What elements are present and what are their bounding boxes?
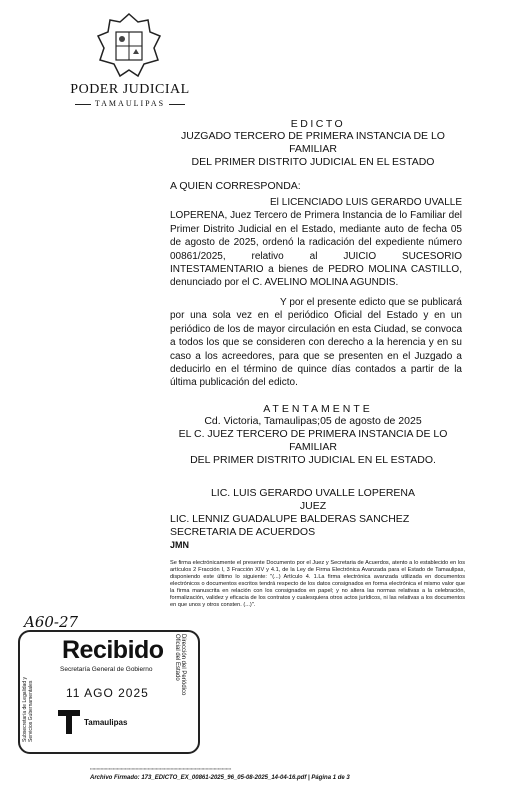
stamp-date: 11 AGO 2025	[66, 686, 149, 700]
closing: ATENTAMENTE	[263, 403, 373, 415]
court-heading	[168, 130, 458, 169]
footer-file: Archivo Firmado: 173_EDICTO_EX_00861-2025_96_05-08-2025_14-04-16.pdf | Página 1 de 3	[90, 775, 350, 781]
secretary-block	[170, 513, 409, 552]
tamaulipas-logo-icon	[56, 706, 82, 736]
addressee: A QUIEN CORRESPONDA:	[170, 180, 301, 192]
document-title: EDICTO	[290, 118, 346, 130]
stamp-side-left: Subsecretaría de Legalidad y Servicios Gubernamentales	[22, 676, 34, 742]
state-name	[60, 99, 200, 108]
institution-name: PODER JUDICIAL	[70, 82, 190, 97]
footer-signature-hash: ▪▪▪▪▪▪▪▪▪▪▪▪▪▪▪▪▪▪▪▪▪▪▪▪▪▪▪▪▪▪▪▪▪▪▪▪▪▪▪▪▪▪▪▪▪▪▪▪▪▪▪▪▪▪▪▪▪▪▪▪▪▪▪▪▪▪▪▪▪▪▪▪▪▪▪▪▪▪▪▪▪▪▪▪▪▪▪▪▪▪▪▪▪▪▪▪▪▪▪▪▪▪▪▪▪	[90, 767, 232, 771]
judge-title: JUEZ	[299, 500, 327, 512]
electronic-signature-note: Se firma electrónicamente el presente Documento por el Juez y Secretaria de Acuerdos, atento a lo establecido en los artículos 2 Fracción I, 3 Fracción XIV y 4.1, de la Ley de Firma Electrónica Avanzada para el Estado de Tamaulipas, disponiendo este último lo siguiente: "(...) Artículo 4. 1.La firma electrónica avanzada utilizada en documentos electrónicos o documentos escritos tendrá respecto de los datos consignados en forma electrónica el mismo valor que la firma manuscrita en relación con los consignados en papel; y no altera las normas relativas a la celebración, formalización, validez y eficacia de los contratos y cualesquiera otros actos jurídicos, ni las relativas a los documentos en que unos y otros consten. (...)".	[170, 560, 465, 608]
place-date: Cd. Victoria, Tamaulipas;05 de agosto de 2025	[204, 415, 422, 427]
judge-signature	[168, 487, 458, 513]
stamp-side-right: Dirección del Periódico Oficial del Estado	[174, 634, 186, 696]
judge-line-2: DEL PRIMER DISTRITO JUDICIAL EN EL ESTADO.	[190, 454, 436, 466]
judge-line-1: EL C. JUEZ TERCERO DE PRIMERA INSTANCIA DE LO FAMILIAR	[178, 428, 448, 453]
initials: JMN	[170, 540, 190, 550]
secretary-name: LIC. LENNIZ GUADALUPE BALDERAS SANCHEZ	[170, 513, 410, 525]
stamp-subtitle: Secretaría General de Gobierno	[60, 666, 153, 673]
court-line-1: JUZGADO TERCERO DE PRIMERA INSTANCIA DE LO FAMILIAR	[181, 130, 445, 155]
judge-name: LIC. LUIS GERARDO UVALLE LOPERENA	[210, 487, 416, 499]
state-name-text: TAMAULIPAS	[94, 99, 166, 108]
coat-of-arms-logo	[88, 12, 170, 80]
handwritten-note: A60-27	[24, 613, 79, 631]
stamp-title: Recibido	[62, 636, 164, 664]
signature-block	[168, 415, 458, 467]
secretary-title: SECRETARIA DE ACUERDOS	[170, 526, 316, 538]
court-line-2: DEL PRIMER DISTRITO JUDICIAL EN EL ESTADO	[191, 156, 435, 168]
paragraph-1: El LICENCIADO LUIS GERARDO UVALLE LOPERENA, Juez Tercero de Primera Instancia de lo Familiar del Primer Distrito Judicial en el Estado, mediante auto de fecha 05 de agosto de 2025, ordenó la radicación del expediente número 00861/2025, relativo al JUICIO SUCESORIO INTESTAMENTARIO a bienes de PEDRO MOLINA CASTILLO, denunciado por el C. AVELINO MOLINA AGUNDIS.	[170, 197, 462, 289]
stamp-brand: Tamaulipas	[84, 718, 128, 727]
paragraph-2: Y por el presente edicto que se publicará por una sola vez en el periódico Oficial del Estado y en un periódico de los de mayor circulación en esta Ciudad, se convoca a todos los que se consideren con derecho a la herencia y en su caso a los acreedores, para que se presenten en el Juzgado a deducirlo en el término de quince días contados a partir de la última publicación del edicto.	[170, 297, 462, 389]
